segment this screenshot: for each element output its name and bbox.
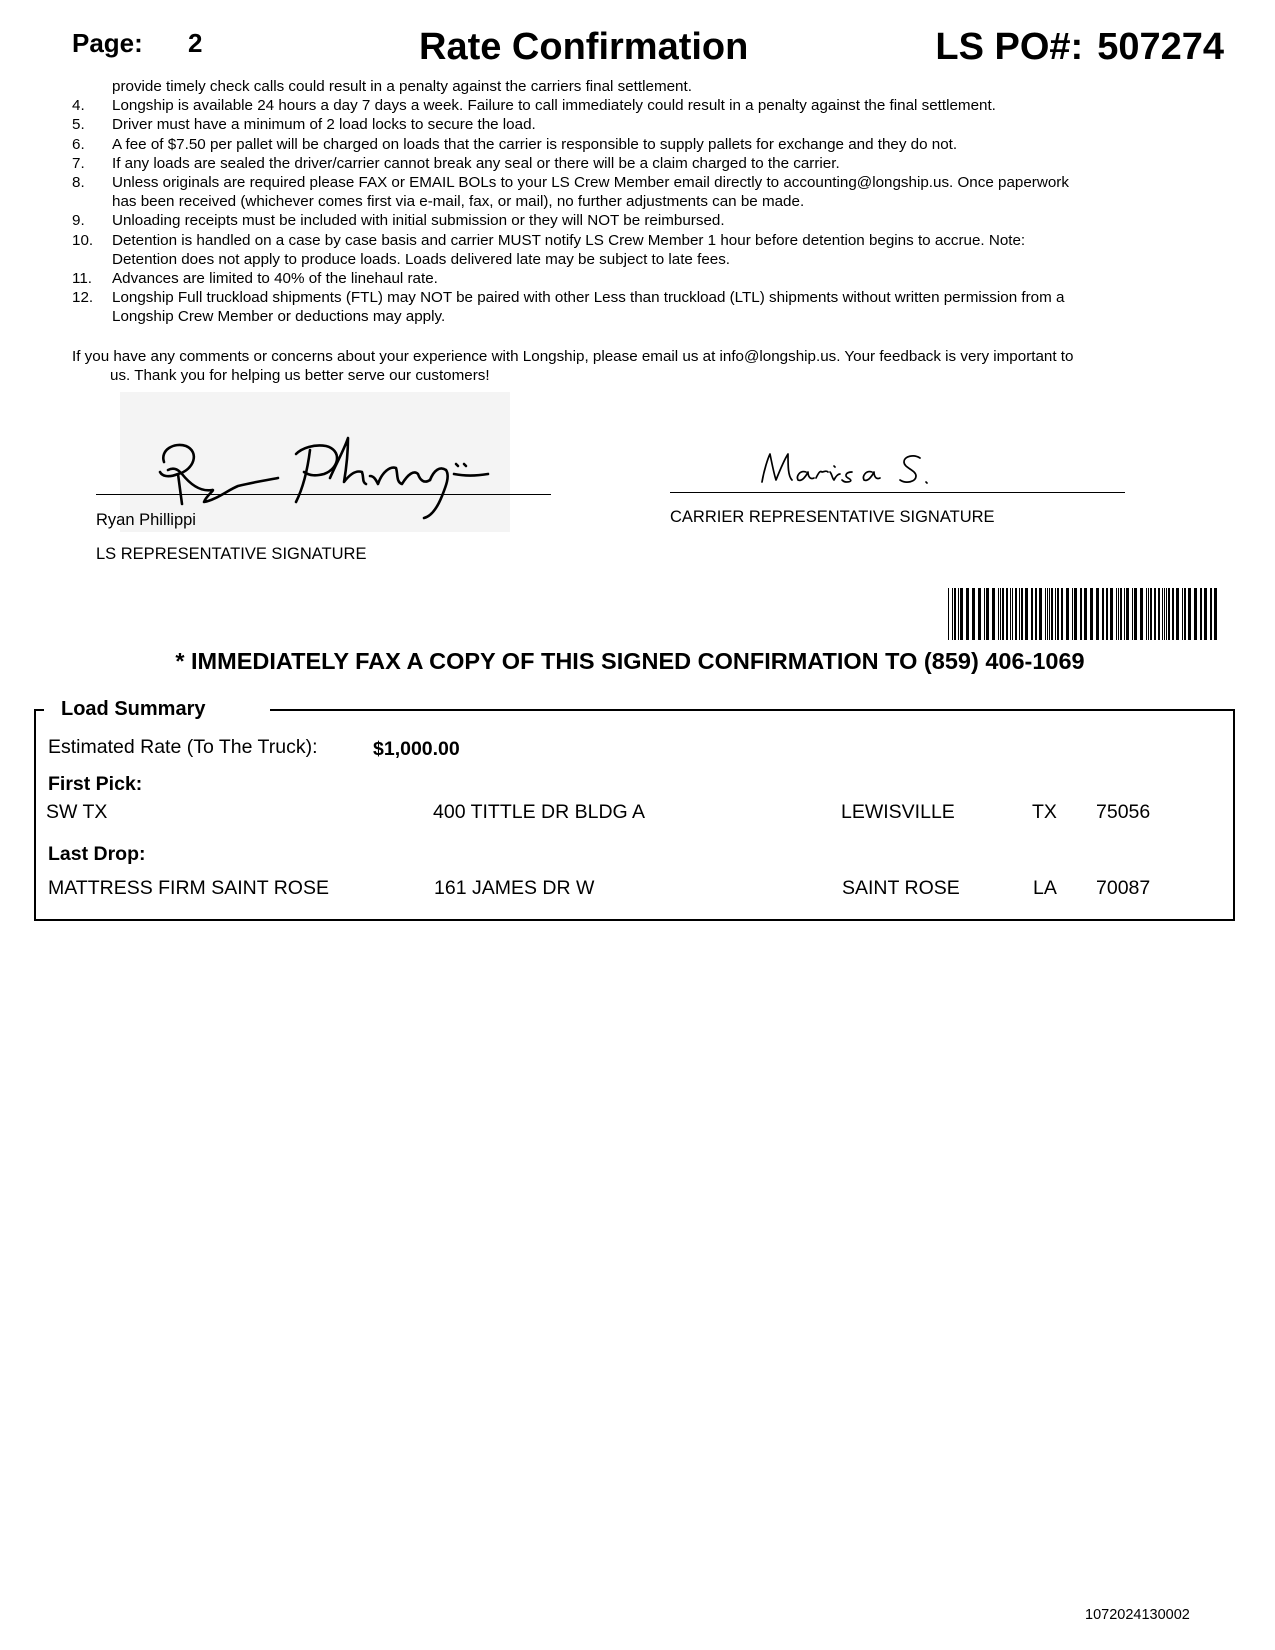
term-number: 9. — [72, 212, 85, 230]
term-text: Driver must have a minimum of 2 load locks to secure the load. — [112, 116, 536, 134]
term-text: Detention is handled on a case by case basis and carrier MUST notify LS Crew Member 1 hour before detention begins to accrue. Note: — [112, 231, 1026, 249]
barcode-bar — [960, 588, 963, 640]
term-number: 8. — [72, 174, 85, 192]
term-text: Detention does not apply to produce loads. Loads delivered late may be subject to late fees. — [112, 250, 731, 268]
barcode-bar — [1000, 588, 1001, 640]
barcode-bar — [1110, 588, 1113, 640]
barcode-bar — [1015, 588, 1017, 640]
term-number: 6. — [72, 135, 85, 153]
barcode-bar — [1146, 588, 1147, 640]
term-item — [72, 211, 1202, 230]
barcode-bar — [1061, 588, 1063, 640]
term-item — [72, 288, 1202, 307]
term-item — [72, 115, 1202, 134]
barcode-bar — [958, 588, 959, 640]
first-pick-state: TX — [1032, 801, 1057, 823]
barcode-bar — [1132, 588, 1133, 640]
term-number: 4. — [72, 97, 85, 115]
barcode-bar — [1184, 588, 1186, 640]
barcode-bar — [1210, 588, 1212, 640]
document-id: 1072024130002 — [1085, 1607, 1190, 1623]
barcode-bar — [1035, 588, 1037, 640]
barcode-bar — [948, 588, 949, 640]
barcode-bar — [1080, 588, 1082, 640]
barcode-bar — [952, 588, 953, 640]
barcode-bar — [966, 588, 969, 640]
ls-signature-label: LS REPRESENTATIVE SIGNATURE — [96, 545, 367, 563]
first-pick-label: First Pick: — [48, 773, 143, 795]
barcode-bar — [1150, 588, 1152, 640]
po-label: LS PO#: — [935, 26, 1084, 68]
last-drop-label: Last Drop: — [48, 843, 146, 865]
ls-signature-line — [96, 494, 551, 495]
barcode-bar — [1176, 588, 1179, 640]
barcode-bar — [1066, 588, 1069, 640]
barcode-bar — [998, 588, 999, 640]
first-pick-name: SW TX — [46, 801, 108, 823]
barcode-bar — [1162, 588, 1163, 640]
barcode-bar — [978, 588, 981, 640]
term-text: Longship Full truckload shipments (FTL) may NOT be paired with other Less than truckload (LTL) shipments without written permission from a — [112, 289, 1065, 307]
carrier-signature-label: CARRIER REPRESENTATIVE SIGNATURE — [670, 508, 995, 526]
fax-notice: * IMMEDIATELY FAX A COPY OF THIS SIGNED CONFIRMATION TO (859) 406-1069 — [175, 648, 1085, 674]
estimated-rate-value: $1,000.00 — [373, 738, 460, 760]
last-drop-address: 161 JAMES DR W — [434, 877, 595, 899]
term-number: 11. — [72, 270, 92, 288]
last-drop-zip: 70087 — [1096, 877, 1151, 899]
barcode-bar — [1164, 588, 1165, 640]
term-text: A fee of $7.50 per pallet will be charged on loads that the carrier is responsible to supply pallets for exchange and they do not. — [112, 135, 958, 153]
term-item — [72, 154, 1202, 173]
barcode-bar — [1194, 588, 1197, 640]
terms-lead-continuation: provide timely check calls could result in a penalty against the carriers final settlement. — [112, 78, 692, 95]
barcode-bar — [1055, 588, 1056, 640]
barcode-bar — [1021, 588, 1023, 640]
barcode — [947, 588, 1223, 640]
term-text: Longship Crew Member or deductions may apply. — [112, 308, 446, 326]
barcode-bar — [1148, 588, 1149, 640]
barcode-bar — [1116, 588, 1117, 640]
barcode-bar — [1154, 588, 1156, 640]
barcode-bar — [1039, 588, 1042, 640]
carrier-signature-script — [756, 448, 946, 492]
page-label: Page: — [72, 28, 143, 58]
terms-items — [72, 96, 1202, 326]
last-drop-name: MATTRESS FIRM SAINT ROSE — [48, 877, 329, 899]
barcode-bar — [1031, 588, 1033, 640]
term-text: Unless originals are required please FAX or EMAIL BOLs to your LS Crew Member email directly to accounting@longship.us. Once paperwork — [112, 174, 1069, 192]
terms-list — [72, 77, 1202, 327]
feedback-line-2: us. Thank you for helping us better serve our customers! — [110, 367, 490, 385]
term-item — [72, 96, 1202, 115]
term-number: 12. — [72, 289, 94, 307]
barcode-bar — [1002, 588, 1004, 640]
feedback-line-1: If you have any comments or concerns about your experience with Longship, please email us at info@longship.us. Your feedback is very important to — [72, 348, 1074, 365]
barcode-bar — [1049, 588, 1050, 640]
barcode-bar — [984, 588, 985, 640]
barcode-bar — [1134, 588, 1137, 640]
barcode-bar — [954, 588, 956, 640]
barcode-bar — [1047, 588, 1048, 640]
barcode-bar — [1010, 588, 1011, 640]
load-summary-border-top-right — [270, 709, 1233, 711]
estimated-rate-label: Estimated Rate (To The Truck): — [48, 736, 318, 758]
barcode-bar — [1106, 588, 1108, 640]
term-item — [72, 250, 1202, 269]
barcode-bar — [1158, 588, 1160, 640]
last-drop-state: LA — [1033, 877, 1057, 899]
barcode-bar — [1096, 588, 1099, 640]
barcode-bar — [992, 588, 995, 640]
document-title: Rate Confirmation — [419, 26, 749, 68]
barcode-bar — [1012, 588, 1013, 640]
barcode-bar — [1124, 588, 1125, 640]
barcode-bar — [1025, 588, 1028, 640]
last-drop-city: SAINT ROSE — [842, 877, 960, 899]
term-text: Advances are limited to 40% of the linehaul rate. — [112, 270, 438, 288]
barcode-bar — [1072, 588, 1073, 640]
feedback-note — [72, 347, 1212, 385]
po-header — [935, 26, 1224, 69]
barcode-bar — [1019, 588, 1020, 640]
term-item — [72, 269, 1202, 288]
barcode-bar — [1045, 588, 1046, 640]
ls-representative-name: Ryan Phillippi — [96, 511, 196, 529]
barcode-bar — [1172, 588, 1174, 640]
barcode-bar — [1118, 588, 1119, 640]
term-item — [72, 231, 1202, 250]
term-number: 5. — [72, 116, 85, 134]
barcode-bar — [972, 588, 975, 640]
barcode-bar — [1074, 588, 1077, 640]
barcode-bar — [1102, 588, 1104, 640]
term-item — [72, 192, 1202, 211]
carrier-signature-line — [670, 492, 1125, 493]
barcode-bar — [1188, 588, 1191, 640]
term-text: has been received (whichever comes first via e-mail, fax, or mail), no further adjustments can be made. — [112, 193, 805, 211]
barcode-bar — [1204, 588, 1207, 640]
first-pick-city: LEWISVILLE — [841, 801, 955, 823]
barcode-bar — [1006, 588, 1008, 640]
barcode-bar — [1168, 588, 1170, 640]
load-summary-border-top-left — [34, 709, 44, 711]
term-item — [72, 173, 1202, 192]
barcode-bar — [1126, 588, 1129, 640]
page-number: 2 — [188, 28, 203, 58]
term-number: 10. — [72, 231, 94, 249]
term-text: Unloading receipts must be included with initial submission or they will NOT be reimbursed. — [112, 212, 725, 230]
term-number: 7. — [72, 154, 85, 172]
term-text: Longship is available 24 hours a day 7 days a week. Failure to call immediately could result in a penalty against the final settlement. — [112, 97, 996, 115]
barcode-bar — [1090, 588, 1093, 640]
barcode-bar — [1140, 588, 1143, 640]
term-item — [72, 135, 1202, 154]
term-text: If any loads are sealed the driver/carrier cannot break any seal or there will be a claim charged to the carrier. — [112, 154, 840, 172]
first-pick-zip: 75056 — [1096, 801, 1151, 823]
barcode-bar — [1051, 588, 1053, 640]
barcode-bar — [1182, 588, 1183, 640]
load-summary-title: Load Summary — [57, 698, 209, 721]
barcode-bar — [1120, 588, 1122, 640]
barcode-bar — [1200, 588, 1202, 640]
barcode-bar — [1057, 588, 1059, 640]
po-number: 507274 — [1097, 26, 1224, 68]
barcode-bar — [986, 588, 989, 640]
barcode-bar — [1166, 588, 1167, 640]
barcode-bar — [1084, 588, 1087, 640]
term-item — [72, 307, 1202, 326]
barcode-bar — [1214, 588, 1217, 640]
first-pick-address: 400 TITTLE DR BLDG A — [433, 801, 646, 823]
